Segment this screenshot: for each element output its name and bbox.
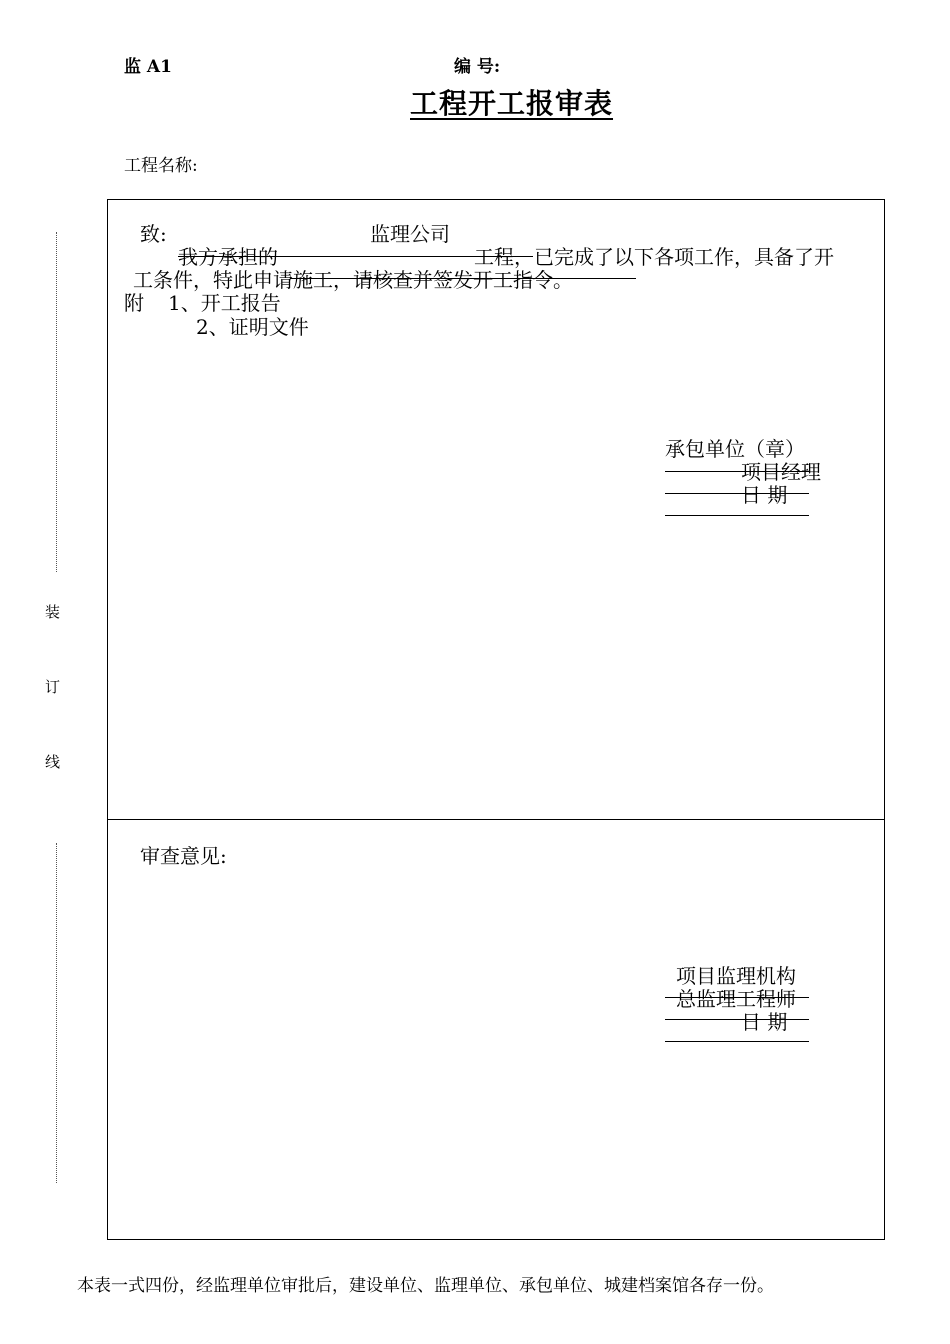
- binding-line-top: [56, 232, 57, 572]
- form-code: 监 A1: [124, 57, 172, 77]
- review-opinion-label: 审查意见:: [140, 844, 227, 868]
- project-name-label: 工程名称:: [124, 156, 198, 176]
- footer-note: 本表一式四份，经监理单位审批后，建设单位、监理单位、承包单位、城建档案馆各存一份。: [77, 1276, 774, 1296]
- date-line-1: [665, 493, 809, 494]
- chief-engineer-label: 总监理工程师: [676, 987, 796, 1011]
- body-text-part1: 我方承担的: [178, 245, 278, 269]
- form-frame: [107, 199, 885, 1240]
- binding-char-1: 装: [45, 603, 61, 621]
- date-line-2: [665, 1019, 809, 1020]
- date-blank-line-1: [665, 515, 809, 516]
- date-blank-line-2: [665, 1041, 809, 1042]
- supervision-org-label: 项目监理机构: [676, 964, 796, 988]
- contractor-seal-label: 承包单位（章）: [665, 437, 805, 461]
- date-label-1: 日 期: [741, 483, 788, 507]
- attachment-label: 附: [124, 291, 144, 315]
- page-title: 工程开工报审表: [410, 87, 614, 120]
- date-label-2: 日 期: [741, 1010, 788, 1034]
- supervisor-company-label: 监理公司: [370, 222, 450, 246]
- section-divider: [107, 819, 885, 820]
- binding-line-bottom: [56, 843, 57, 1183]
- to-label: 致:: [140, 222, 167, 246]
- body-text-part2: 工程，已完成了以下各项工作，具备了开: [474, 245, 834, 269]
- binding-char-2: 订: [45, 678, 61, 696]
- body-text-line2: 工条件，特此申请施工，请核查并签发开工指令。: [133, 268, 573, 292]
- body-strike-line: [290, 278, 636, 279]
- serial-number-label: 编 号:: [454, 57, 501, 77]
- project-manager-label: 项目经理: [741, 460, 821, 484]
- attachment-item-1: 1、开工报告: [168, 291, 281, 315]
- attachment-item-2: 2、证明文件: [196, 315, 309, 339]
- binding-char-3: 线: [45, 753, 61, 771]
